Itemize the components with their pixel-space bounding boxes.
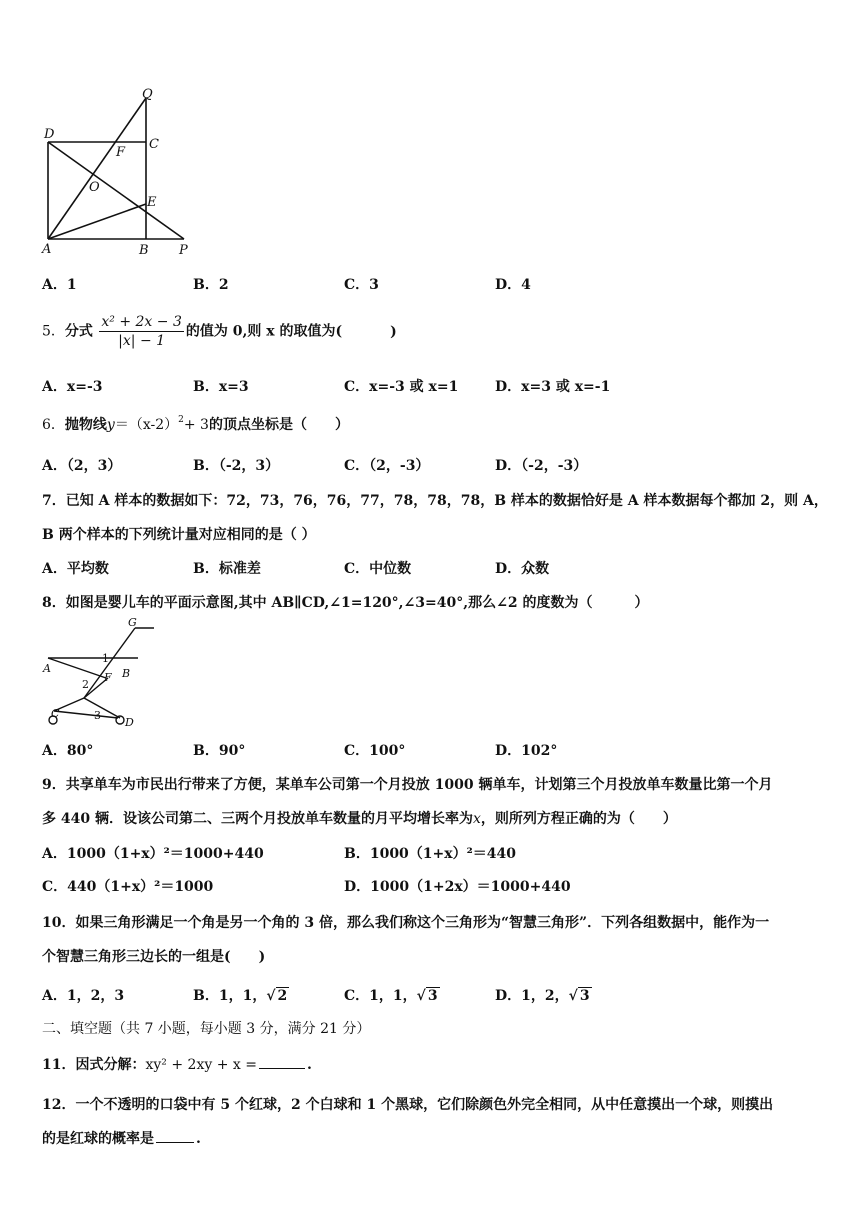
label-D: D xyxy=(44,127,55,142)
q9-option-d[interactable]: D．1000（1+2x）＝1000+440 xyxy=(344,879,571,895)
q6-formula-exponent: 2 xyxy=(178,415,184,425)
q6-option-c[interactable]: C．（2，-3） xyxy=(344,458,430,474)
q10-option-d-radicand: 3 xyxy=(579,988,590,1004)
q11-answer-blank[interactable] xyxy=(259,1056,305,1069)
q5-text-a: 分式 xyxy=(64,323,93,340)
q9-line-2 xyxy=(42,808,677,828)
q8-option-b[interactable]: B．90° xyxy=(193,743,246,759)
stroller-label-2: 2 xyxy=(82,678,89,691)
q9-line-2-b: ，则所列方程正确的为（ ） xyxy=(480,811,677,827)
q10-option-b-radicand: 2 xyxy=(277,988,288,1004)
q12-end: . xyxy=(196,1131,201,1147)
label-B: B xyxy=(139,243,149,258)
q5-number: 5． xyxy=(42,323,65,340)
q6-option-d[interactable]: D．（-2，-3） xyxy=(495,458,588,474)
q4-option-c[interactable]: C．3 xyxy=(344,277,379,293)
q11-text: 11．因式分解： xyxy=(42,1057,146,1073)
q5-option-d[interactable]: D．x=3 或 x=-1 xyxy=(495,379,611,395)
q8-line-1: 8．如图是婴儿车的平面示意图,其中 AB∥CD,∠1=120°,∠3=40°,那么∠2 的度数为（ ） xyxy=(42,595,649,611)
q6-text-b: 的顶点坐标是（ ） xyxy=(208,417,349,433)
q10-option-c-text: C．1，1， xyxy=(344,988,417,1004)
q6-formula-y: y xyxy=(106,417,115,433)
q5-option-c[interactable]: C．x=-3 或 x=1 xyxy=(344,379,459,395)
geometry-figure-square xyxy=(36,86,196,262)
q7-option-c[interactable]: C．中位数 xyxy=(344,561,412,577)
q5-fraction-numerator: x² + 2x − 3 xyxy=(101,314,182,330)
q6-number: 6． xyxy=(42,417,65,433)
q12-line-2 xyxy=(42,1128,201,1148)
q10-option-b-text: B．1，1， xyxy=(193,988,267,1004)
q10-option-d-text: D．1，2， xyxy=(495,988,569,1004)
q5-stem xyxy=(42,314,397,349)
q8-option-d[interactable]: D．102° xyxy=(495,743,558,759)
q4-option-d[interactable]: D．4 xyxy=(495,277,531,293)
q10-line-1: 10．如果三角形满足一个角是另一个角的 3 倍，那么我们称这个三角形为“智慧三角形”．下列各组数据中，能作为一 xyxy=(42,915,770,931)
label-Q: Q xyxy=(142,87,153,102)
q6-option-a[interactable]: A．（2，3） xyxy=(42,458,122,474)
q10-option-d[interactable] xyxy=(495,985,592,1005)
q10-option-c[interactable] xyxy=(344,985,440,1005)
stroller-label-D: D xyxy=(125,716,134,729)
stroller-label-F: F xyxy=(104,671,112,684)
q9-option-c[interactable]: C．440（1+x）²＝1000 xyxy=(42,879,214,895)
q7-option-b[interactable]: B．标准差 xyxy=(193,561,261,577)
q7-option-a[interactable]: A．平均数 xyxy=(42,561,109,577)
geometry-figure-stroller xyxy=(38,614,158,732)
q11-end: . xyxy=(306,1057,312,1073)
q5-option-a[interactable]: A．x=-3 xyxy=(42,379,103,395)
q9-line-2-a: 多 440 辆．设该公司第二、三两个月投放单车数量的月平均增长率为 xyxy=(42,811,473,827)
stroller-label-G: G xyxy=(128,616,137,629)
q7-line-1: 7．已知 A 样本的数据如下：72，73，76，76，77，78，78，78，B 样本的数据恰好是 A 样本数据每个都加 2，则 A， xyxy=(42,493,828,509)
q6-formula-end: + 3 xyxy=(183,417,209,433)
q8-option-a[interactable]: A．80° xyxy=(42,743,94,759)
q10-line-2: 个智慧三角形三边长的一组是( ) xyxy=(42,949,266,965)
sqrt-icon: √ 2 xyxy=(266,988,288,1004)
q11-stem xyxy=(42,1054,312,1074)
label-C: C xyxy=(149,137,159,152)
q9-variable-x: x xyxy=(472,811,481,827)
label-E: E xyxy=(147,195,157,210)
q10-option-b[interactable] xyxy=(193,985,289,1005)
label-F: F xyxy=(116,145,126,160)
label-O: O xyxy=(89,180,100,195)
q5-text-b: 的值为 0,则 x 的取值为( xyxy=(185,323,343,340)
stroller-label-3: 3 xyxy=(94,709,101,722)
q7-line-2: B 两个样本的下列统计量对应相同的是（ ） xyxy=(42,527,316,543)
label-P: P xyxy=(179,243,188,258)
q11-expression: xy² + 2xy + x = xyxy=(145,1057,257,1073)
q12-answer-blank[interactable] xyxy=(156,1130,194,1143)
q5-option-b[interactable]: B．x=3 xyxy=(193,379,249,395)
q12-line-2-text: 的是红球的概率是 xyxy=(42,1131,154,1147)
q8-option-c[interactable]: C．100° xyxy=(344,743,406,759)
q10-option-a[interactable]: A．1，2，3 xyxy=(42,988,125,1004)
q9-option-a[interactable]: A．1000（1+x）²＝1000+440 xyxy=(42,846,264,862)
q5-fraction xyxy=(99,314,183,349)
label-A: A xyxy=(42,242,52,257)
q4-option-a[interactable]: A．1 xyxy=(42,277,77,293)
q5-text-c: ) xyxy=(390,323,397,340)
sqrt-icon: √ 3 xyxy=(416,988,438,1004)
q7-option-d[interactable]: D．众数 xyxy=(495,561,550,577)
q6-formula-rest: ＝（x-2） xyxy=(114,417,179,433)
stroller-label-A: A xyxy=(43,662,51,675)
section-title-fill-in: 二、填空题（共 7 小题，每小题 3 分，满分 21 分） xyxy=(42,1021,371,1037)
stroller-label-B: B xyxy=(122,667,131,680)
q6-option-b[interactable]: B．（-2，3） xyxy=(193,458,280,474)
q9-option-b[interactable]: B．1000（1+x）²＝440 xyxy=(344,846,516,862)
q12-line-1: 12．一个不透明的口袋中有 5 个红球，2 个白球和 1 个黑球，它们除颜色外完全相同，从中任意摸出一个球，则摸出 xyxy=(42,1097,774,1113)
q6-text-a: 抛物线 xyxy=(64,417,107,433)
q5-fraction-denominator: |x| − 1 xyxy=(118,333,166,349)
stroller-label-1: 1 xyxy=(102,652,109,665)
q10-option-c-radicand: 3 xyxy=(427,988,438,1004)
q9-line-1: 9．共享单车为市民出行带来了方便，某单车公司第一个月投放 1000 辆单车，计划第三个月投放单车数量比第一个月 xyxy=(42,777,773,793)
sqrt-icon: √ 3 xyxy=(568,988,590,1004)
stroller-label-C: C xyxy=(51,707,60,720)
q4-option-b[interactable]: B．2 xyxy=(193,277,229,293)
q6-stem xyxy=(42,414,349,434)
